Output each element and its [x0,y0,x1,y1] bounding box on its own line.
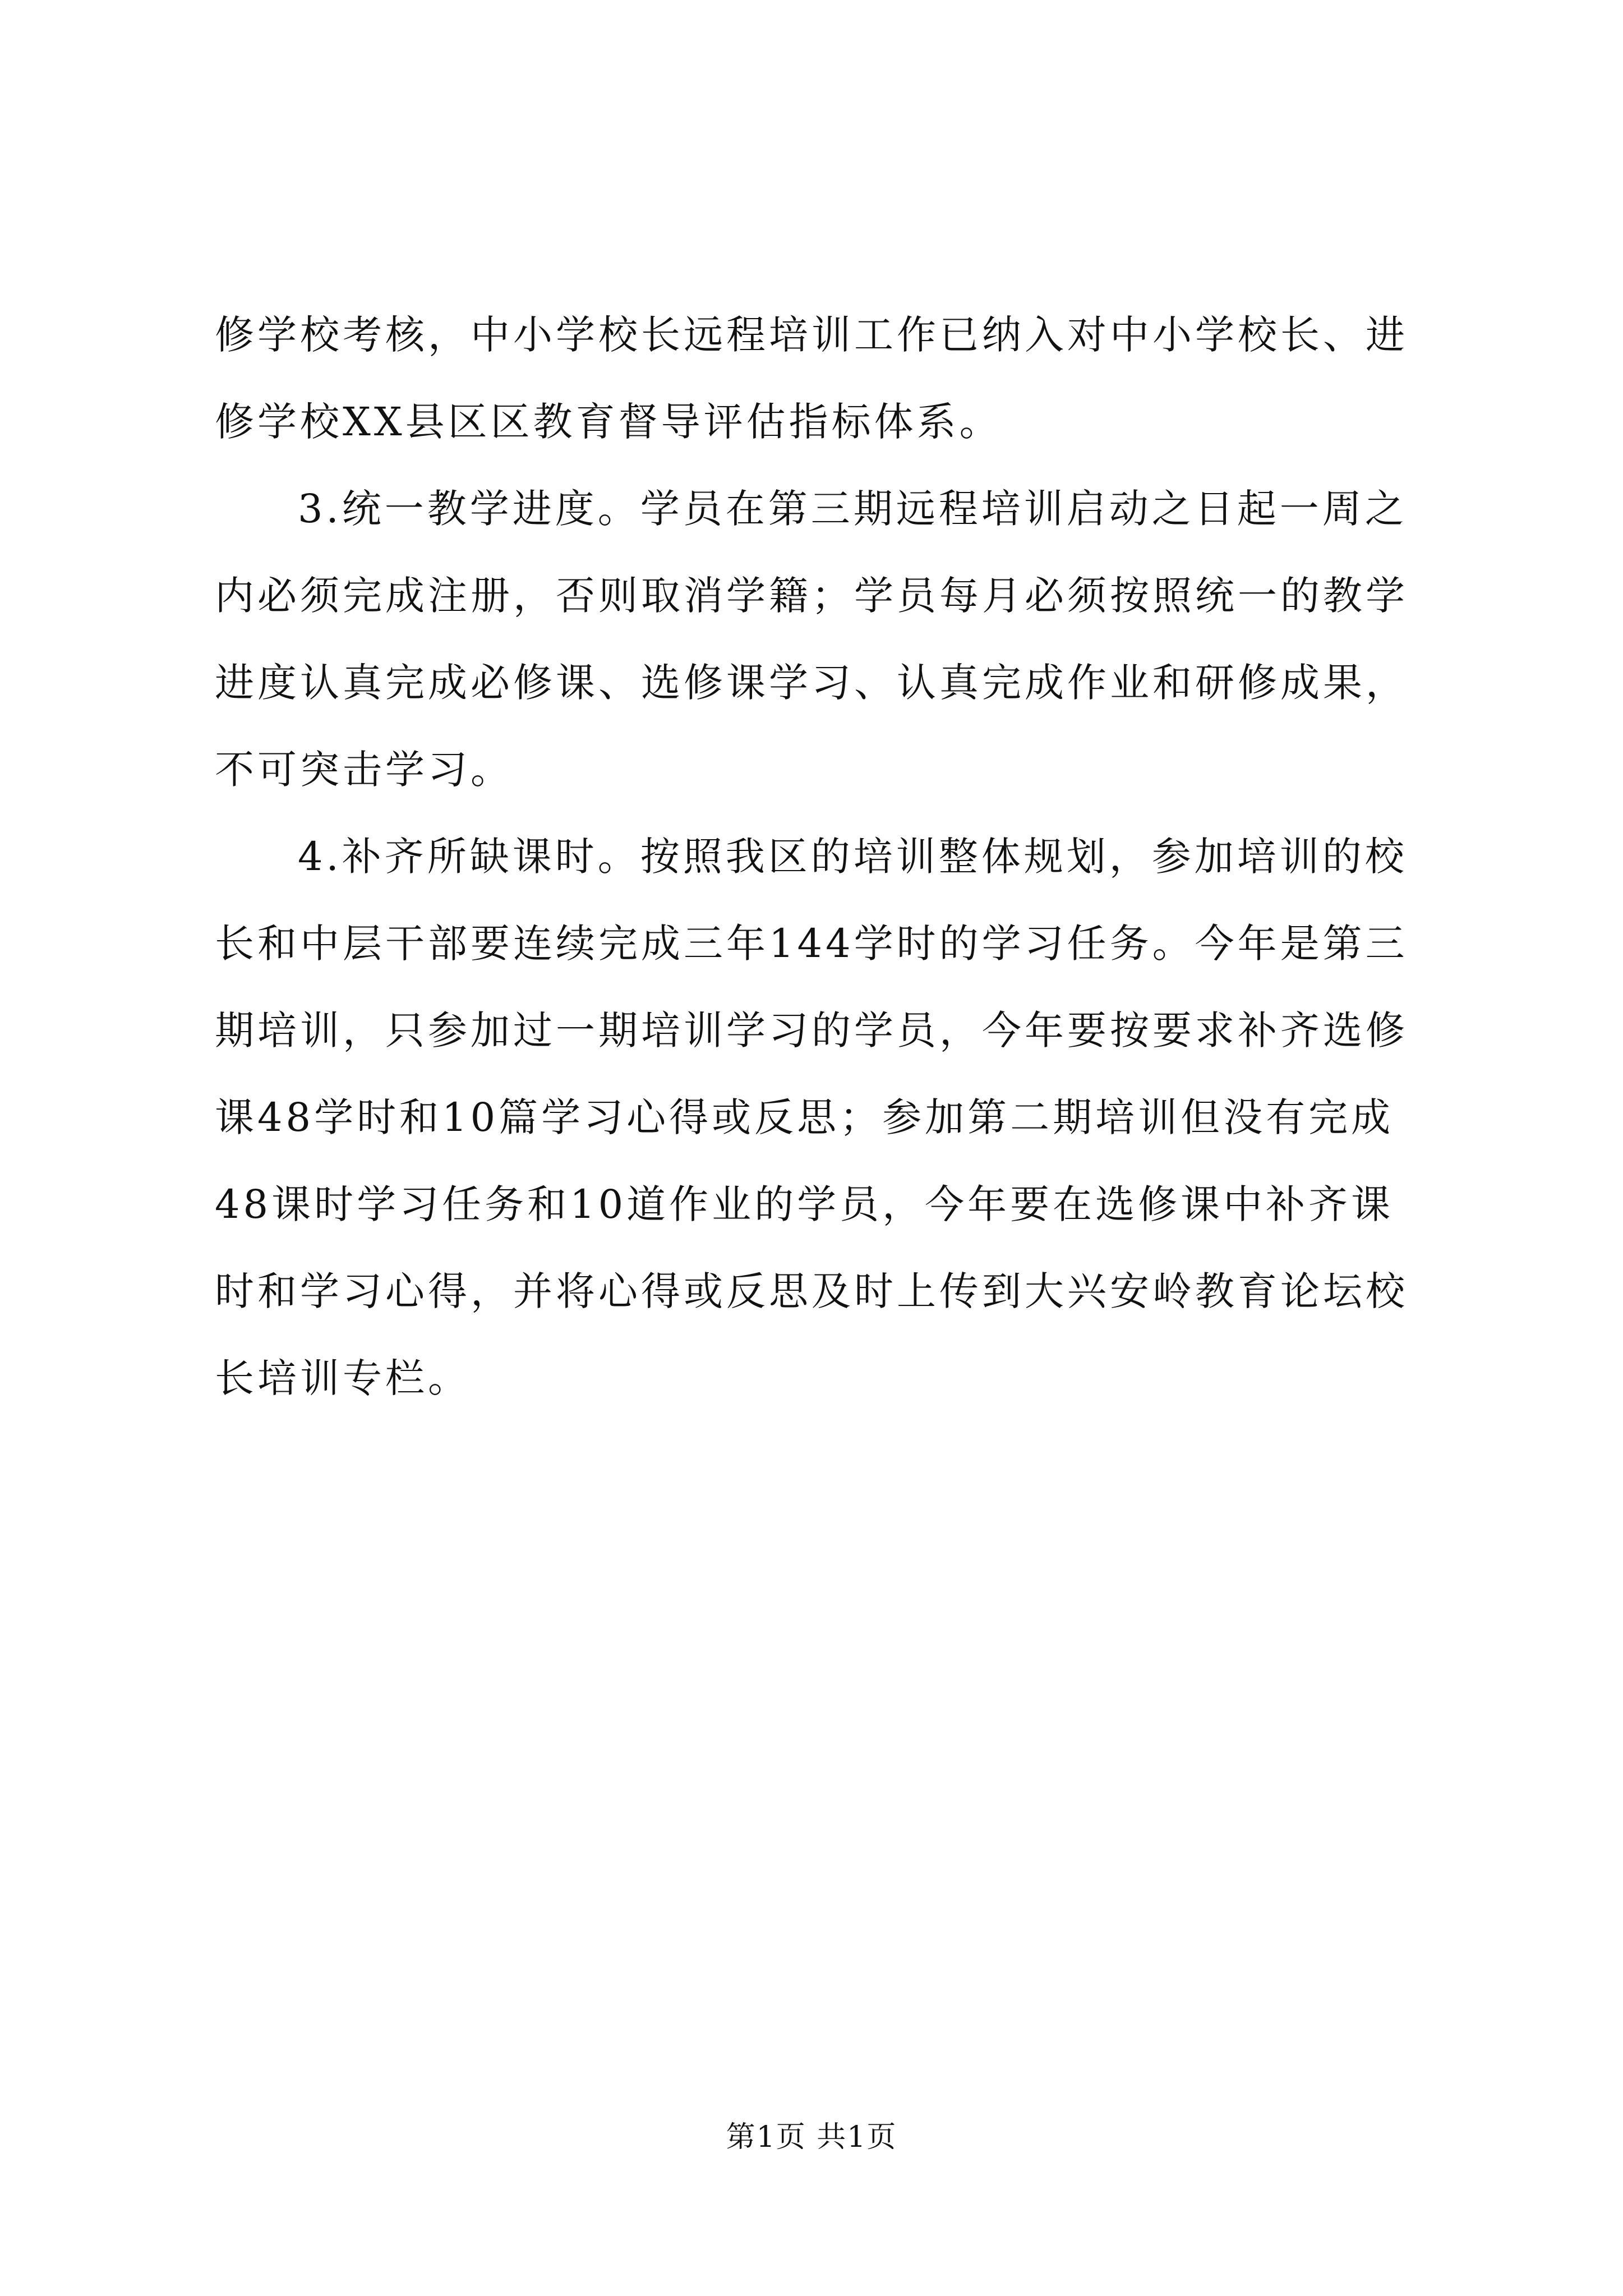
body-text [215,292,1421,1422]
text-line: 不可突击学习。 [215,747,513,793]
text-line: 修学校XX县区区教育督导评估指标体系。 [215,399,1002,445]
text-line: 时和学习心得，并将心得或反思及时上传到大兴安岭教育论坛校 [215,1268,1408,1314]
paragraph-4-start: 4.补齐所缺课时。按照我区的培训整体规划，参加培训的校 [298,834,1408,880]
text-line: 长和中层干部要连续完成三年144学时的学习任务。今年是第三 [215,921,1408,967]
text-line: 期培训，只参加过一期培训学习的学员，今年要按要求补齐选修 [215,1007,1408,1053]
text-line: 48课时学习任务和10道作业的学员，今年要在选修课中补齐课 [215,1181,1394,1227]
text-line: 进度认真完成必修课、选修课学习、认真完成作业和研修成果， [215,660,1408,706]
text-line: 修学校考核，中小学校长远程培训工作已纳入对中小学校长、进 [215,312,1408,358]
text-line: 长培训专栏。 [215,1355,471,1401]
text-line: 内必须完成注册，否则取消学籍；学员每月必须按照统一的教学 [215,573,1408,619]
page-footer: 第1页 共1页 [726,2120,897,2154]
text-line: 课48学时和10篇学习心得或反思；参加第二期培训但没有完成 [215,1094,1394,1140]
paragraph-3-start: 3.统一教学进度。学员在第三期远程培训启动之日起一周之 [298,486,1408,532]
